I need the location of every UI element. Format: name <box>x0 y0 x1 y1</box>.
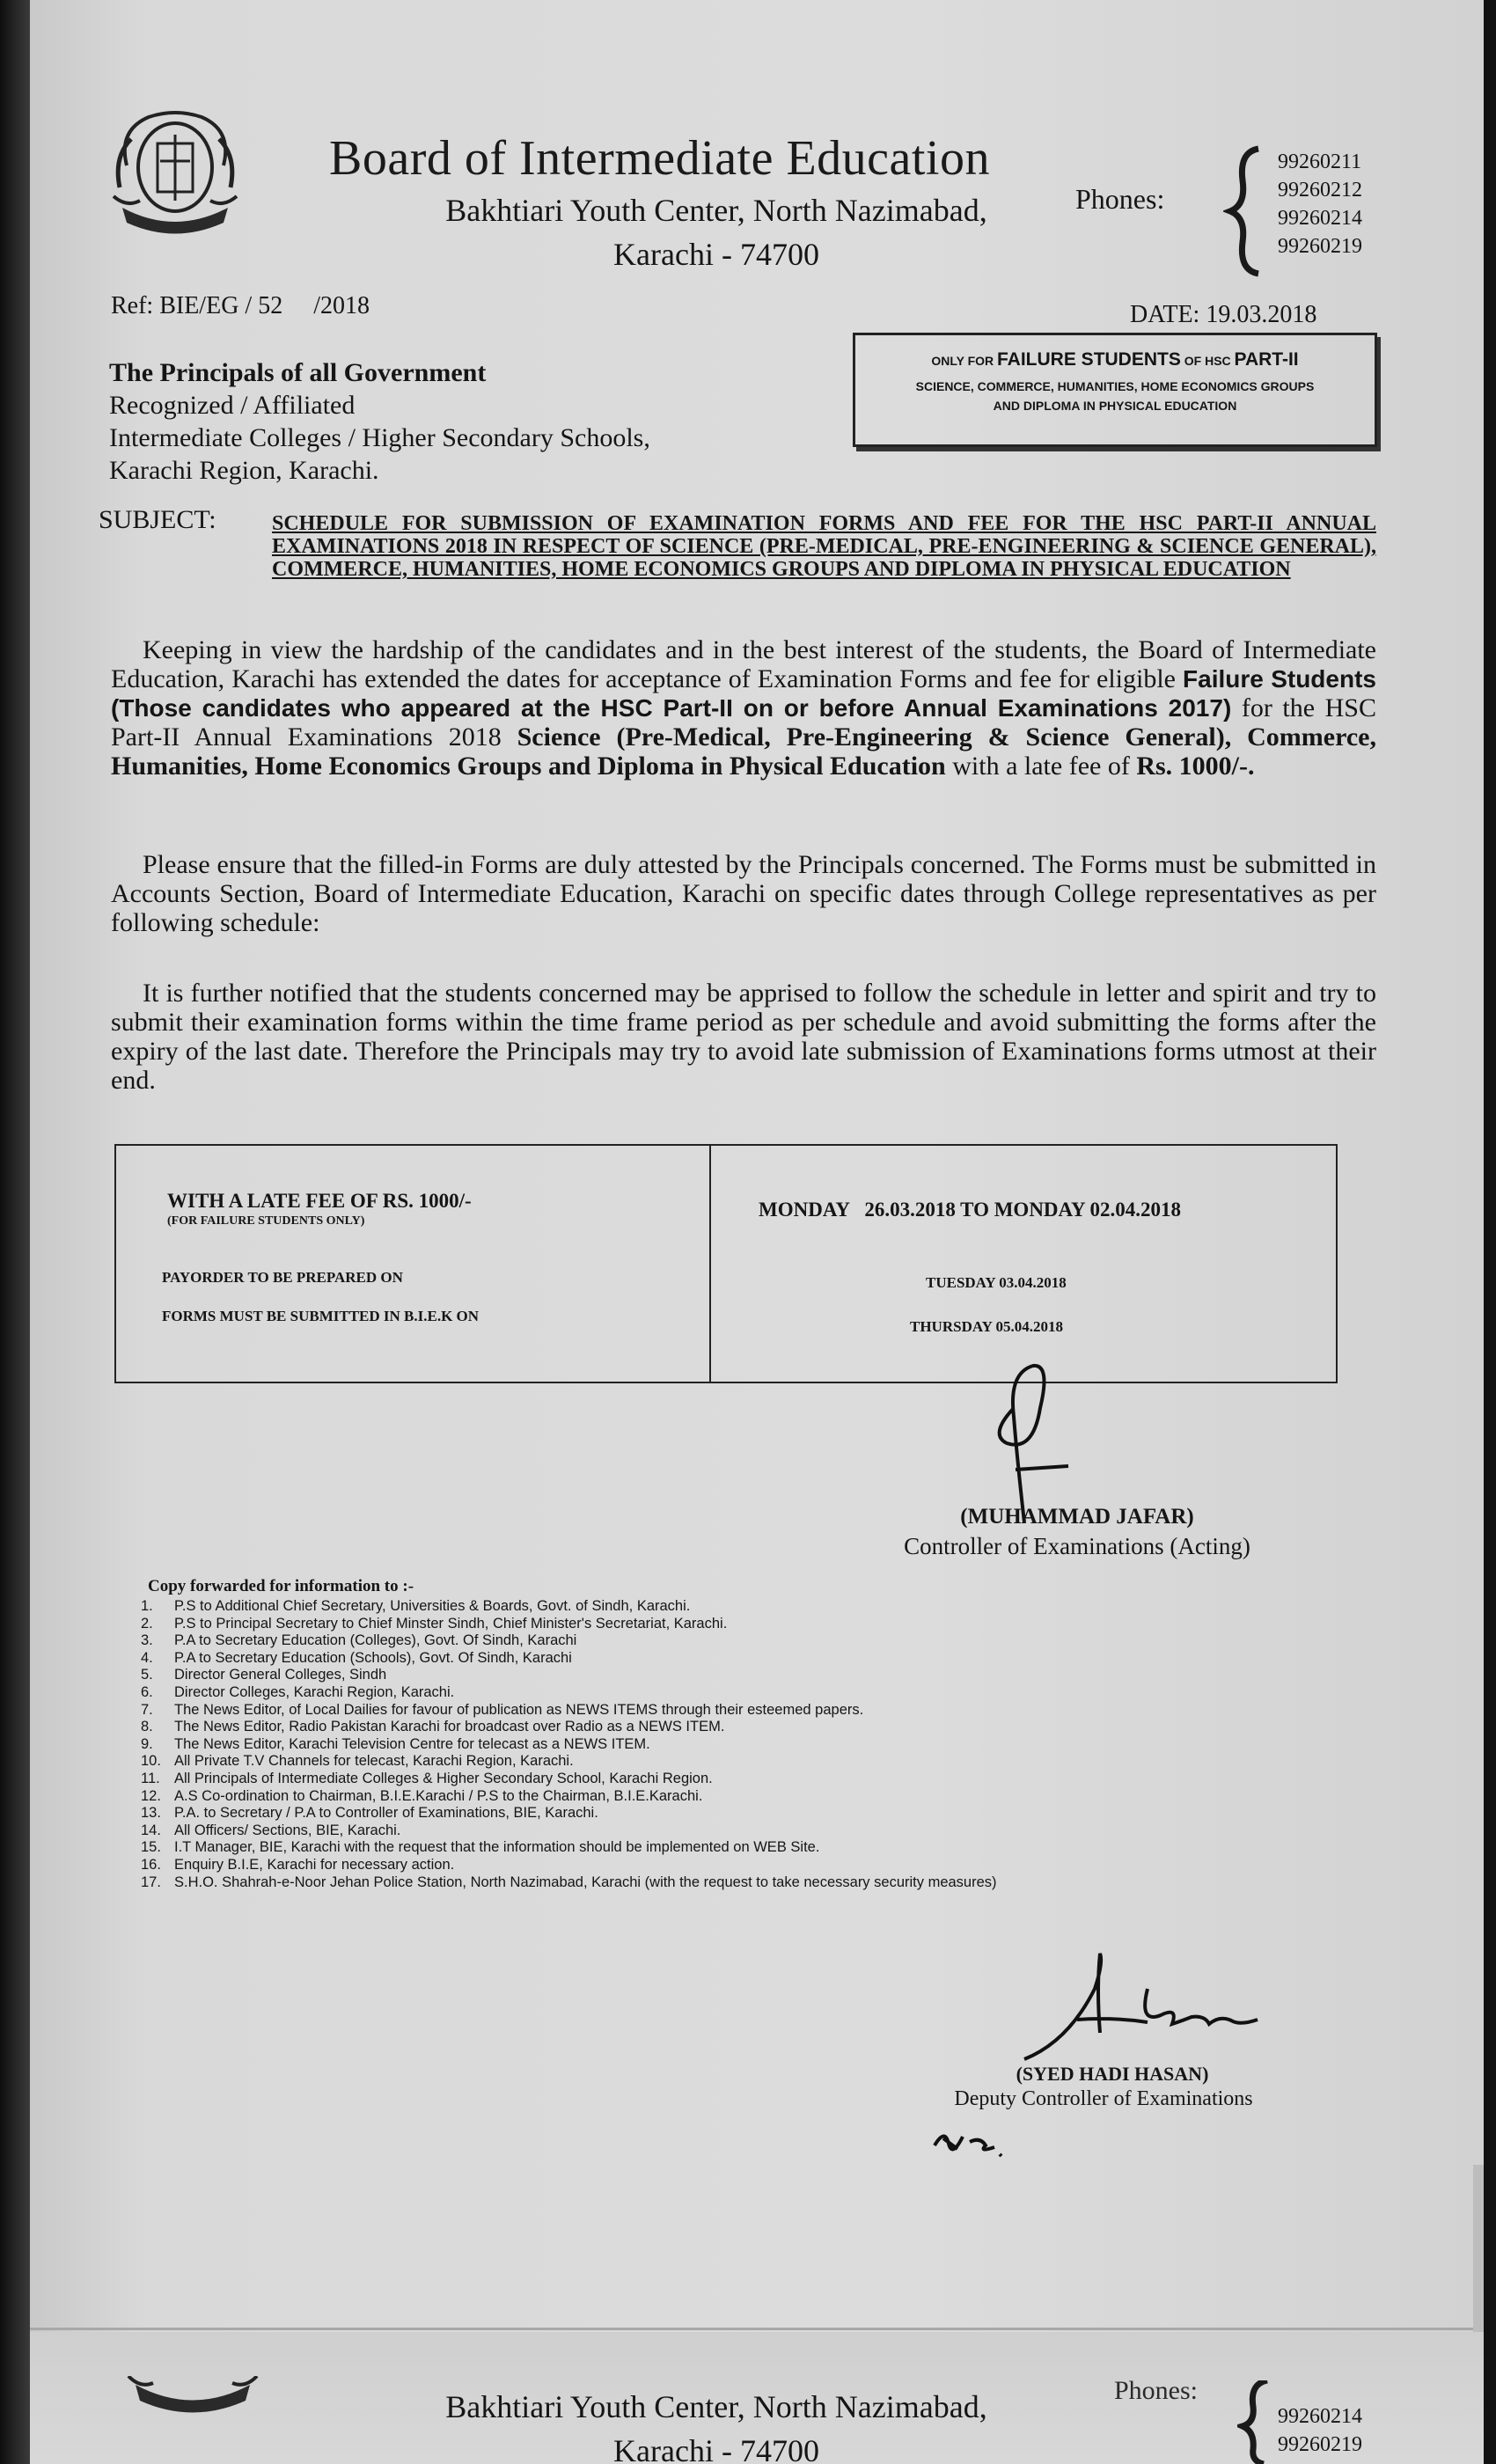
phone-number: 99260214 <box>1278 2405 1362 2428</box>
list-item: 5. Director General Colleges, Sindh <box>141 1667 387 1683</box>
board-title: Board of Intermediate Education <box>329 131 990 186</box>
addressee-block <box>109 356 650 487</box>
notice-line-2: SCIENCE, COMMERCE, HUMANITIES, HOME ECONOMICS GROUPS <box>915 379 1315 393</box>
subject-text: SCHEDULE FOR SUBMISSION OF EXAMINATION FORMS AND FEE FOR THE HSC PART-II ANNUAL EXAMINATIONS 2018 IN RESPECT OF SCIENCE (PRE-MEDICAL, PRE-ENGINEERING & SCIENCE GENERAL), COMMERCE, HUMANITIES, HOME ECONOMICS GROUPS AND DIPLOMA IN PHYSICAL EDUCATION <box>272 512 1376 581</box>
list-item: 4. P.A to Secretary Education (Schools), Govt. Of Sindh, Karachi <box>141 1649 572 1666</box>
late-fee-note: (FOR FAILURE STUDENTS ONLY) <box>167 1214 365 1228</box>
list-item: 2. P.S to Principal Secretary to Chief Minster Sindh, Chief Minister's Secretariat, Karachi. <box>141 1615 728 1632</box>
phone-number: 99260211 <box>1278 150 1362 173</box>
list-item: 11. All Principals of Intermediate Colleges & Higher Secondary School, Karachi Region. <box>141 1770 713 1786</box>
curly-brace-icon <box>1223 145 1267 277</box>
signatory-title: Deputy Controller of Examinations <box>954 2087 1253 2110</box>
list-item: 15. I.T Manager, BIE, Karachi with the request that the information should be implemented on WEB Site. <box>141 1839 820 1856</box>
phones-label: Phones: <box>1114 2376 1199 2405</box>
copy-forwarded-list <box>141 1598 1144 1891</box>
subject-label: SUBJECT: <box>99 505 216 534</box>
schedule-table <box>114 1144 1338 1383</box>
addressee-line: Recognized / Affiliated <box>109 391 356 420</box>
list-item: 10. All Private T.V Channels for telecast, Karachi Region, Karachi. <box>141 1753 574 1770</box>
phone-number: 99260219 <box>1278 235 1362 258</box>
phone-numbers <box>1278 148 1362 260</box>
late-fee-date-range: MONDAY 26.03.2018 TO MONDAY 02.04.2018 <box>759 1199 1182 1221</box>
list-item: 17. S.H.O. Shahrah-e-Noor Jehan Police Station, North Nazimabad, Karachi (with the request to take necessary security measures) <box>141 1874 997 1890</box>
board-crest-logo <box>127 2376 259 2420</box>
payorder-date: TUESDAY 03.04.2018 <box>926 1274 1067 1291</box>
board-city: Karachi - 74700 <box>613 237 819 272</box>
scan-edge-right <box>1484 0 1496 2464</box>
payorder-label: PAYORDER TO BE PREPARED ON <box>162 1269 403 1286</box>
addressee-line: Intermediate Colleges / Higher Secondary Schools, <box>109 423 650 452</box>
phone-number: 99260214 <box>1278 207 1362 230</box>
notice-line-1: ONLY FOR FAILURE STUDENTS OF HSC PART-II <box>931 349 1299 370</box>
signatory-name: (MUHAMMAD JAFAR) <box>960 1505 1194 1529</box>
paragraph-attestation: Please ensure that the filled-in Forms are duly attested by the Principals concerned. The Forms must be submitted in Accounts Section, Board of Intermediate Education, Karachi on specific dates through College representatives as per following schedule: <box>111 850 1376 937</box>
board-crest-logo <box>109 104 241 245</box>
submission-label: FORMS MUST BE SUBMITTED IN B.I.E.K ON <box>162 1308 480 1324</box>
curly-brace-icon <box>1237 2380 1272 2464</box>
board-address: Bakhtiari Youth Center, North Nazimabad, <box>445 193 987 228</box>
handwritten-initials <box>928 2119 1007 2163</box>
list-item: 14. All Officers/ Sections, BIE, Karachi. <box>141 1822 401 1838</box>
table-divider <box>709 1146 711 1382</box>
list-item: 12. A.S Co-ordination to Chairman, B.I.E.Karachi / P.S to the Chairman, B.I.E.Karachi. <box>141 1787 703 1804</box>
scan-edge-left <box>0 0 30 2464</box>
list-item: 16. Enquiry B.I.E, Karachi for necessary action. <box>141 1856 455 1873</box>
copy-forwarded-heading: Copy forwarded for information to :- <box>148 1577 414 1595</box>
failure-students-notice-box <box>853 333 1377 447</box>
list-item: 1. P.S to Additional Chief Secretary, Universities & Boards, Govt. of Sindh, Karachi. <box>141 1598 691 1614</box>
list-item: 9. The News Editor, Karachi Television Centre for telecast as a NEWS ITEM. <box>141 1735 650 1752</box>
board-city: Karachi - 74700 <box>613 2433 819 2464</box>
signatory-title: Controller of Examinations (Acting) <box>904 1533 1250 1559</box>
signatory-name: (SYED HADI HASAN) <box>1016 2063 1209 2085</box>
notice-line-3: AND DIPLOMA IN PHYSICAL EDUCATION <box>993 399 1237 413</box>
submission-date: THURSDAY 05.04.2018 <box>910 1318 1063 1335</box>
addressee-line: Karachi Region, Karachi. <box>109 456 379 485</box>
fold-line <box>30 2328 1484 2330</box>
board-address: Bakhtiari Youth Center, North Nazimabad, <box>445 2389 987 2424</box>
phone-numbers <box>1278 2402 1362 2459</box>
paragraph-extension-notice: Keeping in view the hardship of the candidates and in the best interest of the students, the Board of Intermediate Education, Karachi has extended the dates for acceptance of Examination Forms and fee for eligible Failure Students (Those candidates who appeared at the HSC Part-II on or before Annual Examinations 2017) for the HSC Part-II Annual Examinations 2018 Science (Pre-Medical, Pre-Engineering & Science General), Commerce, Humanities, Home Economics Groups and Diploma in Physical Education with a late fee of Rs. 1000/-. <box>111 635 1376 781</box>
phone-number: 99260212 <box>1278 179 1362 202</box>
letter-page <box>30 0 1484 2464</box>
list-item: 6. Director Colleges, Karachi Region, Karachi. <box>141 1683 455 1700</box>
list-item: 3. P.A to Secretary Education (Colleges), Govt. Of Sindh, Karachi <box>141 1632 577 1649</box>
list-item: 13. P.A. to Secretary / P.A to Controller of Examinations, BIE, Karachi. <box>141 1805 598 1822</box>
list-item: 8. The News Editor, Radio Pakistan Karachi for broadcast over Radio as a NEWS ITEM. <box>141 1719 725 1735</box>
phone-number: 99260219 <box>1278 2433 1362 2456</box>
paragraph-further-notice: It is further notified that the students concerned may be apprised to follow the schedule in letter and spirit and try to submit their examination forms within the time frame period as per schedule and avoid submitting the forms after the expiry of the last date. Therefore the Principals may try to avoid late submission of Examinations forms utmost at their end. <box>111 979 1376 1095</box>
late-fee-label: WITH A LATE FEE OF RS. 1000/- <box>167 1190 472 1212</box>
addressee-line: The Principals of all Government <box>109 358 487 387</box>
phones-label: Phones: <box>1075 183 1165 215</box>
letter-date: DATE: 19.03.2018 <box>1130 301 1317 328</box>
page-edge-notch <box>1473 2165 1484 2332</box>
list-item: 7. The News Editor, of Local Dailies for favour of publication as NEWS ITEMS through their esteemed papers. <box>141 1701 864 1718</box>
reference-number: Ref: BIE/EG / 52 /2018 <box>111 292 370 319</box>
signature-deputy-controller <box>1016 1936 1297 2077</box>
